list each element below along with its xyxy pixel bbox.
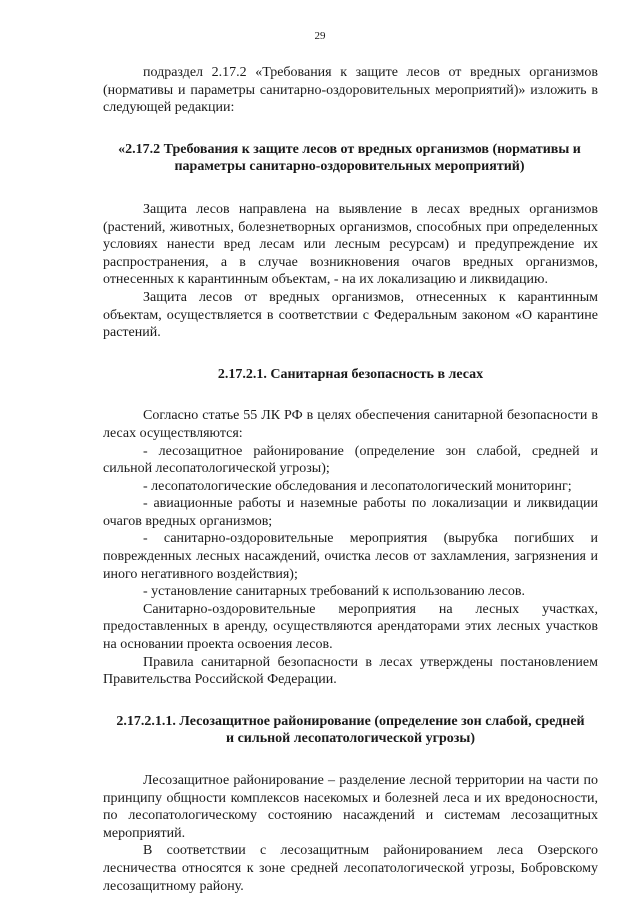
paragraph-ozersk: В соответствии с лесозащитным районированием леса Озерского лесничества относятся к зоне средней лесопатологической угрозы, Бобровскому лесозащитному району. <box>103 843 598 894</box>
subsection-heading: 2.17.2.1. Санитарная безопасность в лесах <box>217 366 484 382</box>
list-item: - авиационные работы и наземные работы по локализации и ликвидации очагов вредных организмов; <box>103 496 598 529</box>
paragraph-lease: Санитарно-оздоровительные мероприятия на лесных участках, предоставленных в аренду, осуществляются арендаторами этих лесных участков на основании проекта освоения лесов. <box>103 601 598 653</box>
intro-paragraph: подраздел 2.17.2 «Требования к защите лесов от вредных организмов (нормативы и параметры санитарно-оздоровительных мероприятий)» изложить в следующей редакции: <box>103 65 598 116</box>
list-item: - санитарно-оздоровительные мероприятия (вырубка погибших и поврежденных лесных насаждений, очистка лесов от захламления, загрязнения и иного негативного воздействия); <box>103 531 598 582</box>
list-item: - лесопатологические обследования и лесопатологический мониторинг; <box>143 478 572 494</box>
subsubsection-heading: 2.17.2.1.1. Лесозащитное районирование (определение зон слабой, средней и сильной лесопатологической угрозы) <box>116 713 585 747</box>
list-item: - установление санитарных требований к использованию лесов. <box>143 584 526 600</box>
document-body <box>103 64 598 895</box>
paragraph-article: Согласно статье 55 ЛК РФ в целях обеспечения санитарной безопасности в лесах осуществляются: <box>103 408 598 441</box>
page-number: 29 <box>314 30 326 42</box>
paragraph-zoning: Лесозащитное районирование – разделение лесной территории на части по принципу общности комплексов насекомых и болезней леса и их вредоносности, по лесопатологическому состоянию насаждений и системам лесозащитных мероприятий. <box>103 773 598 841</box>
list-item: - лесозащитное районирование (определение зон слабой, средней и сильной лесопатологической угрозы); <box>103 443 598 477</box>
paragraph-rules: Правила санитарной безопасности в лесах утверждены постановлением Правительства Российской Федерации. <box>103 654 598 688</box>
paragraph-protection: Защита лесов направлена на выявление в лесах вредных организмов (растений, животных, болезнетворных организмов, способных при определенных условиях нанести вред лесам или лесным ресурсам) и предупреждение их распространения, а в случае возникновения очагов вредных организмов, отнесенных к карантинным объектам, - на их локализацию и ликвидацию. <box>103 201 598 288</box>
paragraph-quarantine: Защита лесов от вредных организмов, отнесенных к карантинным объектам, осуществляется в соответствии с Федеральным законом «О карантине растений. <box>103 289 598 341</box>
section-heading: «2.17.2 Требования к защите лесов от вредных организмов (нормативы и параметры санитарно-оздоровительных мероприятий) <box>118 141 581 175</box>
